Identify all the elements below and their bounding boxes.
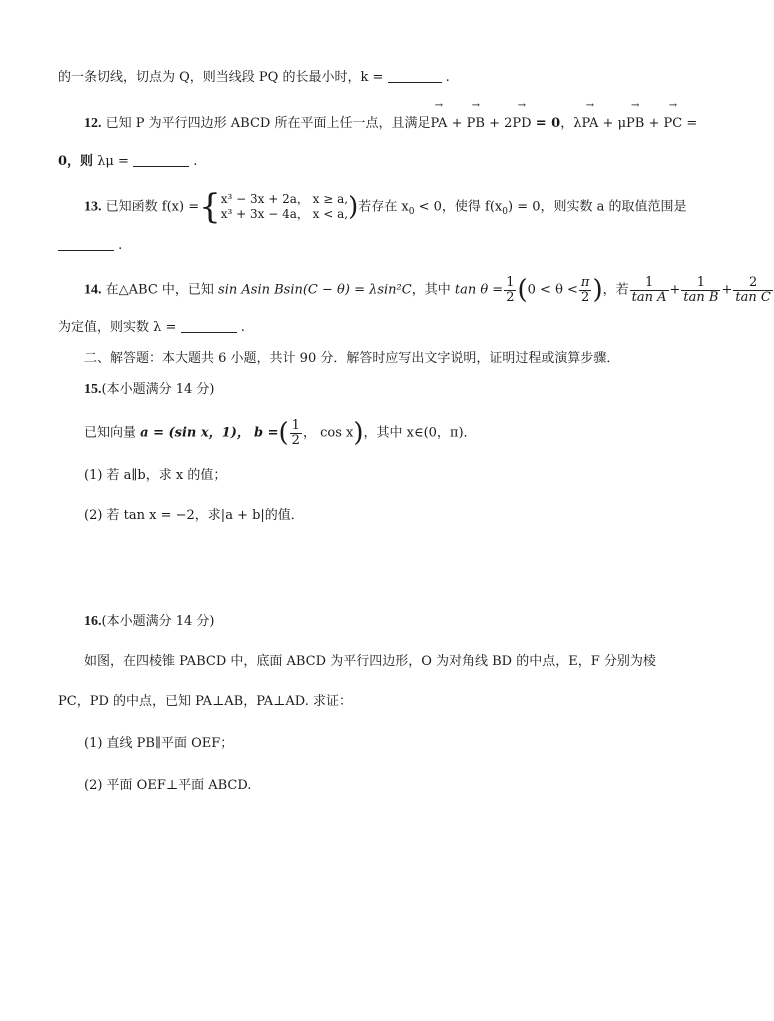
q16-line1: 如图，在四棱锥 PABCD 中，底面 ABCD 为平行四边形，O 为对角线 BD 的中点，E，F 分别为棱 — [84, 654, 656, 669]
q12-line1: 12. 已知 P 为平行四边形 ABCD 所在平面上任一点，且满足→ PA + → PB + 2→ PD = 0，λ→ PA + μ→ PB + → PC = — [84, 110, 697, 134]
q15-part1: (1) 若 a∥b，求 x 的值； — [84, 468, 227, 483]
fraction-tan-a: $\frac{1}{\text{tan A}}$ — [631, 274, 667, 305]
math-expression: sin Asin Bsin(C − θ) = λsin²C — [218, 282, 412, 298]
fraction-pi-half: $\frac{\pi}{2}$ — [580, 274, 590, 305]
answer-blank[interactable] — [58, 236, 114, 251]
q14-line1: 14. 在△ABC 中，已知 sin Asin Bsin(C − θ) = λsin²C，其中 tan θ = $\frac{1}{2}$ (0 < θ < $\frac{\pi}{2}$ )，若 $\frac{1}{\text{tan A}}$ + $\frac{1}{\text{tan B}}$ + $\frac{2}{\text{tan C}}$ — [84, 274, 771, 305]
fraction-one-half: $\frac{1}{2}$ — [506, 274, 515, 305]
q12-line2: 0，则 λμ = . — [58, 154, 198, 169]
q13-line2: . — [58, 236, 122, 256]
vector-pd: → PD — [512, 110, 531, 134]
q15-part2: (2) 若 tan x = −2，求|a + b|的值． — [84, 508, 304, 523]
vector-pc: → PC — [664, 110, 683, 134]
q15-header: 15.(本小题满分 14 分) — [84, 382, 215, 397]
fraction-tan-c: $\frac{2}{\text{tan C}}$ — [735, 274, 771, 305]
q11-tail-line: 的一条切线，切点为 Q，则当线段 PQ 的长最小时，k = . — [58, 70, 450, 85]
vector-pb: → PB — [467, 110, 485, 134]
q16-line2: PC，PD 的中点，已知 PA⊥AB，PA⊥AD. 求证： — [58, 694, 353, 709]
left-brace: { — [199, 187, 221, 227]
piecewise-cases: x³ − 3x + 2a， x ≥ a, x³ + 3x − 4a， x < a, — [220, 192, 349, 221]
q16-part1: (1) 直线 PB∥平面 OEF； — [84, 736, 234, 751]
answer-blank[interactable] — [133, 152, 189, 167]
answer-blank[interactable] — [181, 318, 237, 333]
q13-line1: 13. 已知函数 f(x) ={ x³ − 3x + 2a， x ≥ a, x³ + 3x − 4a， x < a, )若存在 $x_0 < 0$，使得 $f(x_0) = 0$，则实数 a 的取值范围是 — [84, 187, 687, 227]
q14-line2: 为定值，则实数 λ = . — [58, 320, 245, 335]
answer-blank[interactable] — [388, 68, 442, 83]
fraction-one-half: $\frac{1}{2}$ — [291, 417, 300, 448]
fraction-tan-b: $\frac{1}{\text{tan B}}$ — [683, 274, 719, 305]
section-heading: 二、解答题：本大题共 6 小题，共计 90 分．解答时应写出文字说明，证明过程或演算步骤． — [84, 351, 620, 366]
vector-pa: → PA — [430, 110, 447, 134]
q16-part2: (2) 平面 OEF⊥平面 ABCD. — [84, 778, 252, 793]
q15-given: 已知向量 a = (sin x，1)， b =( $\frac{1}{2}$ ， cos x)，其中 x∈(0，π)． — [84, 417, 477, 448]
q16-header: 16.(本小题满分 14 分) — [84, 614, 215, 629]
